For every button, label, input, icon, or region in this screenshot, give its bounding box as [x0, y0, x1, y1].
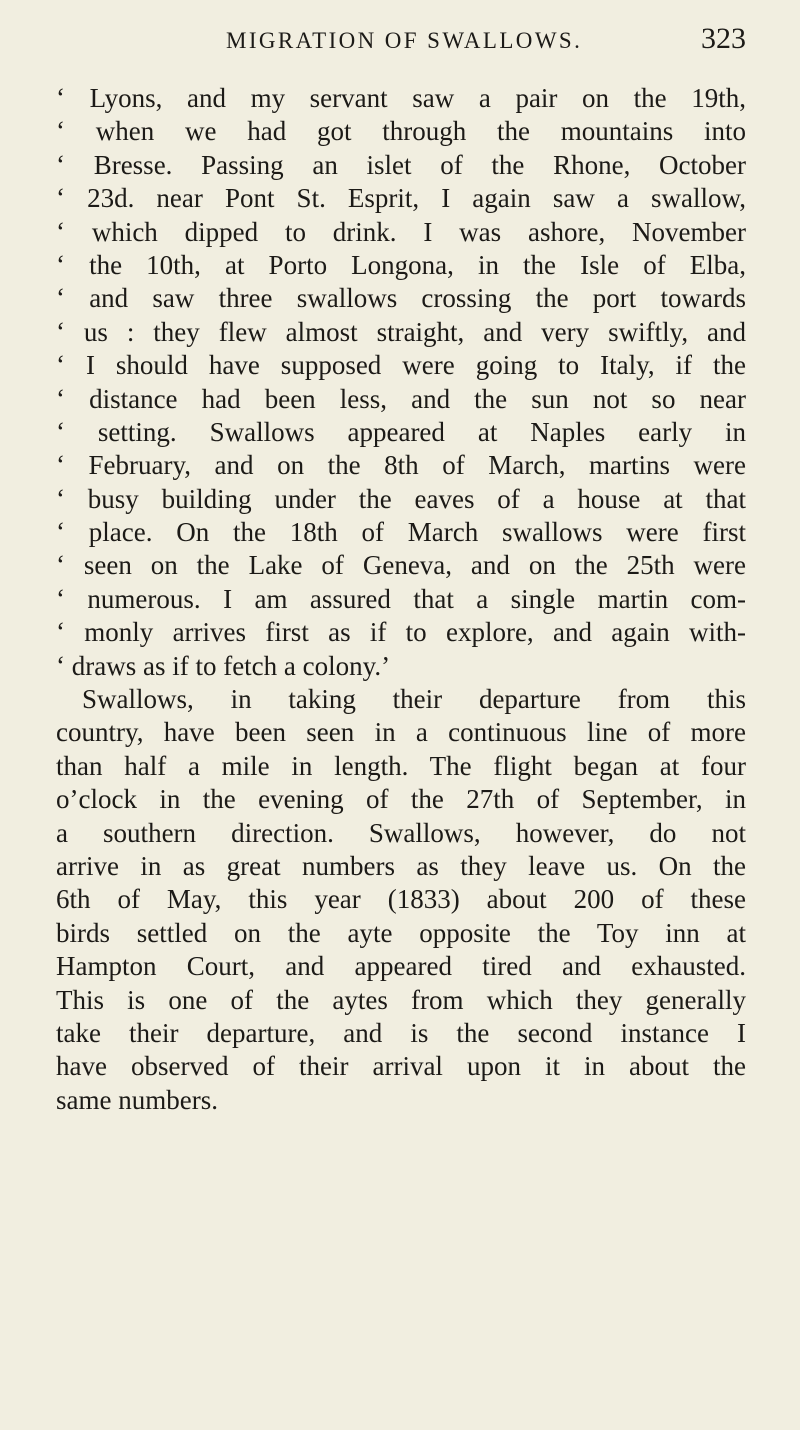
text-line: ‘ distance had been less, and the sun not so near: [56, 383, 746, 414]
text-line: ‘ I should have supposed were going to Italy, if the: [56, 350, 746, 381]
paragraph-first-line: Swallows, in taking their departure from this: [82, 684, 746, 715]
text-line: This is one of the aytes from which they generally: [56, 984, 746, 1015]
page-number: 323: [701, 22, 746, 55]
text-line: ‘ place. On the 18th of March swallows were first: [56, 517, 746, 548]
text-line: ‘ draws as if to fetch a colony.’: [56, 650, 391, 681]
text-line: country, have been seen in a continuous line of more: [56, 717, 746, 748]
text-line: ‘ Lyons, and my servant saw a pair on the 19th,: [56, 83, 746, 113]
body-text: [56, 82, 746, 1117]
running-head: MIGRATION OF SWALLOWS.: [226, 28, 583, 53]
text-line: ‘ numerous. I am assured that a single martin com-: [56, 583, 746, 614]
text-line: 6th of May, this year (1833) about 200 of these: [56, 884, 746, 915]
text-line: arrive in as great numbers as they leave us. On the: [56, 850, 746, 881]
text-line: birds settled on the ayte opposite the Toy inn at: [56, 917, 746, 948]
text-line: ‘ February, and on the 8th of March, martins were: [56, 450, 746, 481]
text-line: ‘ us : they flew almost straight, and very swiftly, and: [56, 316, 746, 347]
text-line: Hampton Court, and appeared tired and exhausted.: [56, 951, 746, 982]
text-line: same numbers.: [56, 1084, 218, 1115]
text-line: than half a mile in length. The flight began at four: [56, 750, 746, 781]
text-line: have observed of their arrival upon it in about the: [56, 1051, 746, 1082]
text-line: ‘ and saw three swallows crossing the port towards: [56, 283, 746, 314]
text-line: a southern direction. Swallows, however, do not: [56, 817, 746, 848]
text-line: o’clock in the evening of the 27th of September, in: [56, 784, 746, 815]
text-line: ‘ 23d. near Pont St. Esprit, I again saw a swallow,: [56, 183, 746, 214]
text-line: ‘ the 10th, at Porto Longona, in the Isle of Elba,: [56, 249, 746, 280]
text-line: ‘ monly arrives first as if to explore, and again with-: [56, 617, 746, 648]
text-line: take their departure, and is the second instance I: [56, 1017, 746, 1048]
text-line: ‘ setting. Swallows appeared at Naples early in: [56, 416, 746, 447]
text-line: ‘ when we had got through the mountains into: [56, 116, 746, 147]
text-line: ‘ seen on the Lake of Geneva, and on the 25th were: [56, 550, 746, 581]
text-line: ‘ which dipped to drink. I was ashore, November: [56, 216, 746, 247]
text-line: ‘ Bresse. Passing an islet of the Rhone, October: [56, 149, 746, 180]
text-line: ‘ busy building under the eaves of a house at that: [56, 483, 746, 514]
